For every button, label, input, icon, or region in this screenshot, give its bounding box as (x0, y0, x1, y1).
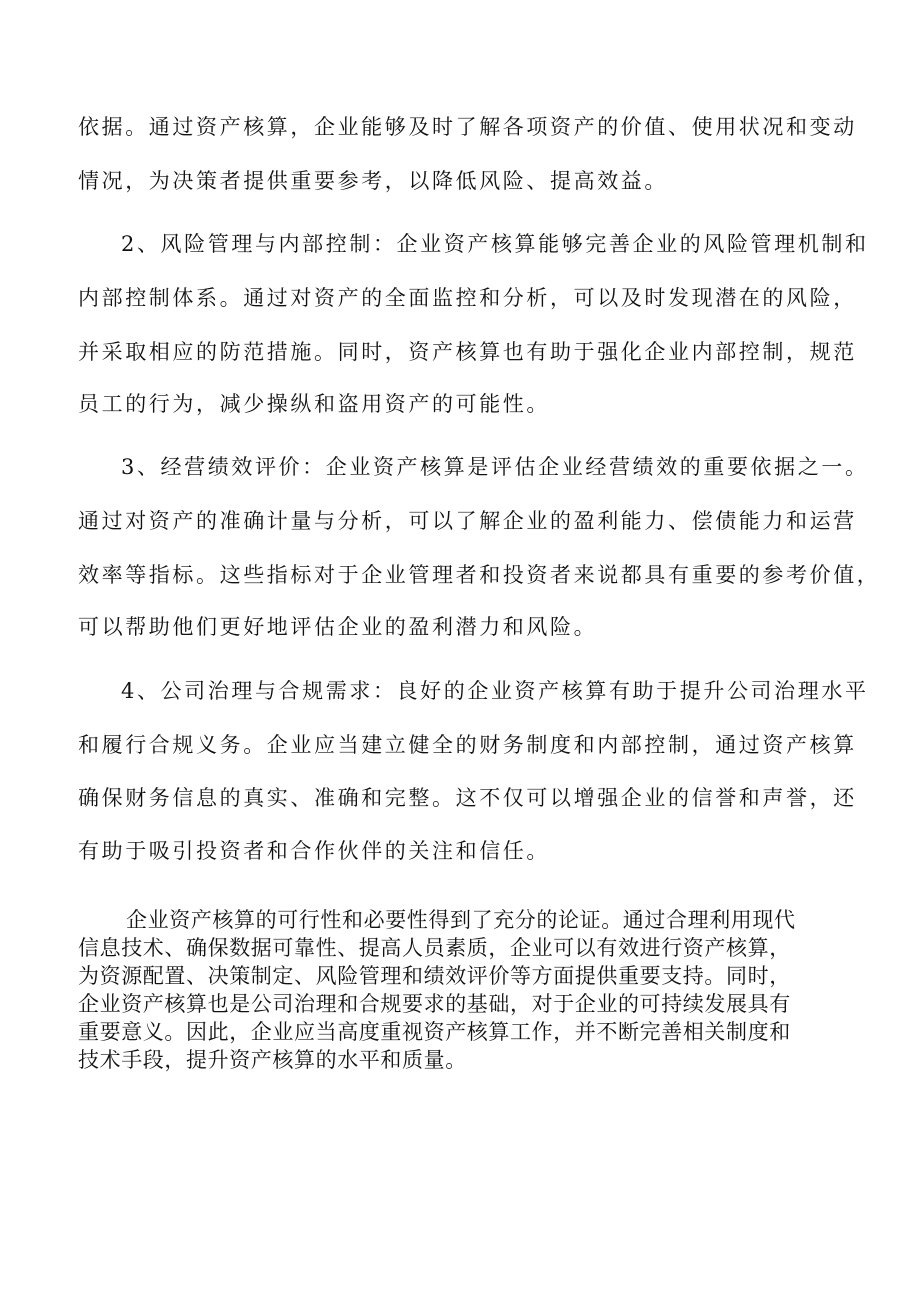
conclusion-line: 企业资产核算的可行性和必要性得到了充分的论证。通过合理利用现代 (126, 908, 796, 932)
body-text-line: 和履行合规义务。企业应当建立健全的财务制度和内部控制，通过资产核算 (78, 733, 857, 757)
section-4-heading-line: 4、公司治理与合规需求：良好的企业资产核算有助于提升公司治理水平 (121, 679, 869, 703)
body-text-line: 有助于吸引投资者和合作伙伴的关注和信任。 (78, 839, 550, 863)
conclusion-line: 企业资产核算也是公司治理和合规要求的基础，对于企业的可持续发展具有 (78, 992, 791, 1016)
body-text-line: 效率等指标。这些指标对于企业管理者和投资者来说都具有重要的参考价值， (78, 563, 881, 587)
body-text-line: 依据。通过资产核算，企业能够及时了解各项资产的价值、使用状况和变动 (78, 115, 857, 139)
conclusion-line: 为资源配置、决策制定、风险管理和绩效评价等方面提供重要支持。同时， (78, 964, 791, 988)
body-text-line: 可以帮助他们更好地评估企业的盈利潜力和风险。 (78, 615, 598, 639)
conclusion-line: 技术手段，提升资产核算的水平和质量。 (78, 1048, 467, 1072)
conclusion-line: 信息技术、确保数据可靠性、提高人员素质，企业可以有效进行资产核算， (78, 936, 791, 960)
conclusion-line: 重要意义。因此，企业应当高度重视资产核算工作，并不断完善相关制度和 (78, 1020, 791, 1044)
body-text-line: 员工的行为，减少操纵和盗用资产的可能性。 (78, 392, 550, 416)
body-text-line: 情况，为决策者提供重要参考，以降低风险、提高效益。 (78, 169, 668, 193)
section-2-heading-line: 2、风险管理与内部控制：企业资产核算能够完善企业的风险管理机制和 (121, 232, 869, 256)
body-text-line: 确保财务信息的真实、准确和完整。这不仅可以增强企业的信誉和声誉，还 (78, 786, 857, 810)
body-text-line: 通过对资产的准确计量与分析，可以了解企业的盈利能力、偿债能力和运营 (78, 509, 857, 533)
section-3-heading-line: 3、经营绩效评价：企业资产核算是评估企业经营绩效的重要依据之一。 (121, 455, 869, 479)
body-text-line: 并采取相应的防范措施。同时，资产核算也有助于强化企业内部控制，规范 (78, 340, 857, 364)
body-text-line: 内部控制体系。通过对资产的全面监控和分析，可以及时发现潜在的风险， (78, 286, 857, 310)
